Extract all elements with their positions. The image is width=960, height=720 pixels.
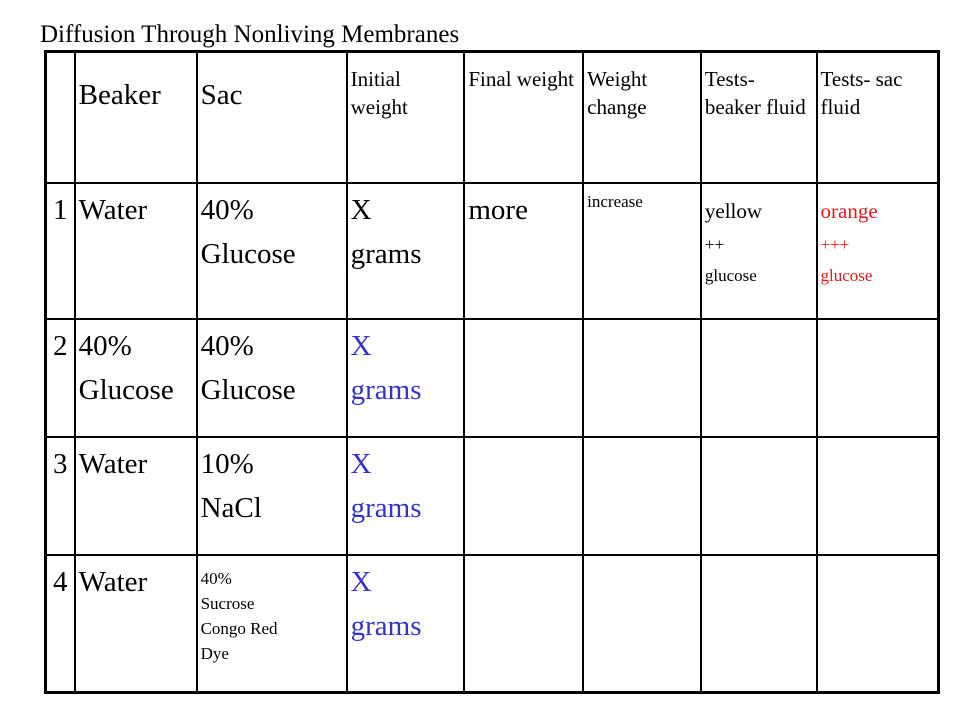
row-number: 4 bbox=[46, 555, 75, 693]
header-initial-weight: Initial weight bbox=[347, 52, 465, 183]
final-weight-cell bbox=[464, 437, 583, 555]
tests-beaker-level: ++ bbox=[704, 234, 725, 254]
sac-cell: 40% Glucose bbox=[197, 319, 347, 437]
tests-sac-cell bbox=[817, 319, 939, 437]
row-number: 2 bbox=[46, 319, 75, 437]
tests-sac-substance: glucose bbox=[820, 265, 873, 285]
header-tests-beaker-fluid: Tests- beaker fluid bbox=[701, 52, 817, 183]
beaker-cell: Water bbox=[75, 183, 197, 319]
weight-change-cell bbox=[583, 555, 701, 693]
weight-change-cell: increase bbox=[583, 183, 701, 319]
beaker-cell: 40% Glucose bbox=[75, 319, 197, 437]
initial-weight-cell: X grams bbox=[347, 319, 465, 437]
initial-weight-cell: X grams bbox=[347, 555, 465, 693]
header-number bbox=[46, 52, 75, 183]
tests-sac-cell bbox=[817, 437, 939, 555]
tests-beaker-color: yellow bbox=[704, 198, 763, 223]
initial-weight-cell: X grams bbox=[347, 437, 465, 555]
table-header-row bbox=[46, 52, 939, 183]
table-row bbox=[46, 319, 939, 437]
results-table bbox=[44, 50, 940, 694]
row-number: 3 bbox=[46, 437, 75, 555]
header-final-weight: Final weight bbox=[464, 52, 583, 183]
header-tests-sac-fluid: Tests- sac fluid bbox=[817, 52, 939, 183]
final-weight-cell: more bbox=[464, 183, 583, 319]
tests-beaker-cell bbox=[701, 319, 817, 437]
tests-beaker-cell bbox=[701, 555, 817, 693]
final-weight-cell bbox=[464, 555, 583, 693]
row-number: 1 bbox=[46, 183, 75, 319]
tests-beaker-cell bbox=[701, 183, 817, 319]
tests-sac-level: +++ bbox=[820, 234, 850, 254]
initial-weight-cell: X grams bbox=[347, 183, 465, 319]
beaker-cell: Water bbox=[75, 555, 197, 693]
table-row bbox=[46, 183, 939, 319]
page-title: Diffusion Through Nonliving Membranes bbox=[40, 21, 460, 48]
tests-sac-cell bbox=[817, 183, 939, 319]
table-row bbox=[46, 555, 939, 693]
tests-sac-color: orange bbox=[820, 198, 878, 223]
weight-change-cell bbox=[583, 437, 701, 555]
header-sac: Sac bbox=[197, 52, 347, 183]
header-beaker: Beaker bbox=[75, 52, 197, 183]
table-row bbox=[46, 437, 939, 555]
header-weight-change: Weight change bbox=[583, 52, 701, 183]
sac-cell: 10% NaCl bbox=[197, 437, 347, 555]
weight-change-cell bbox=[583, 319, 701, 437]
tests-beaker-substance: glucose bbox=[704, 265, 757, 285]
tests-beaker-cell bbox=[701, 437, 817, 555]
final-weight-cell bbox=[464, 319, 583, 437]
tests-sac-cell bbox=[817, 555, 939, 693]
sac-cell: 40% Sucrose Congo Red Dye bbox=[197, 555, 347, 693]
beaker-cell: Water bbox=[75, 437, 197, 555]
sac-cell: 40% Glucose bbox=[197, 183, 347, 319]
